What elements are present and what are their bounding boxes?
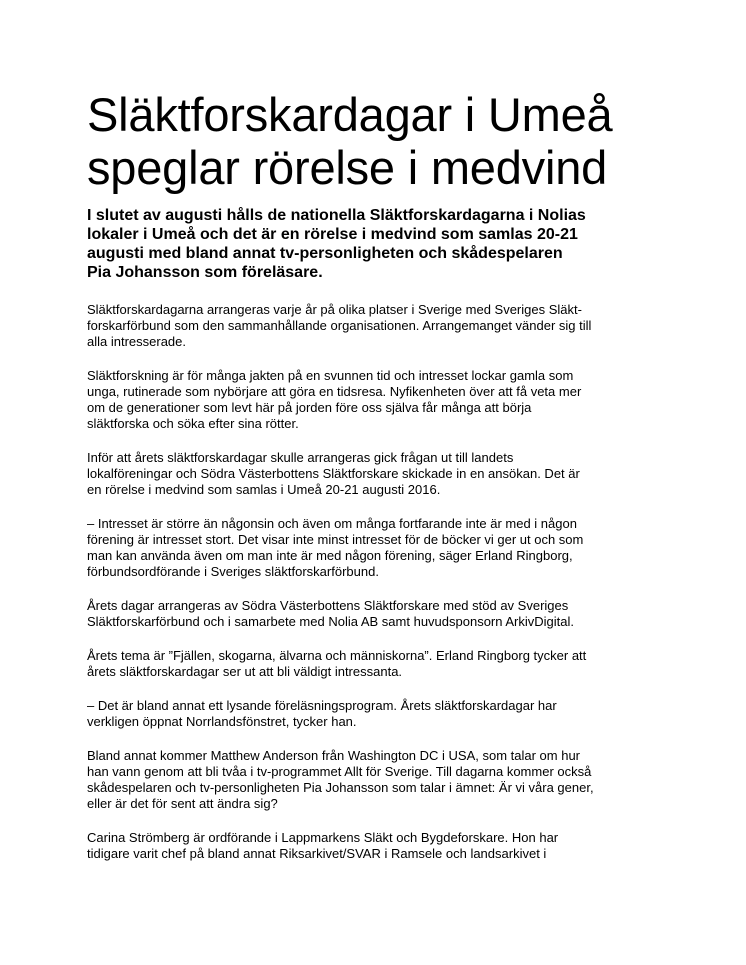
paragraph-line: unga, rutinerade som nybörjare att göra en tidsresa. Nyfikenheten över att få veta mer [87,384,582,399]
paragraph-line: man kan använda även om man inte är med någon förening, säger Erland Ringborg, [87,548,573,563]
body-paragraph [87,368,667,432]
paragraph-line: förening är intresset stort. Det visar inte minst intresset för de böcker vi ger ut och som [87,532,584,547]
paragraph-line: Årets dagar arrangeras av Södra Västerbottens Släktforskare med stöd av Sveriges [87,598,569,613]
lead-line: lokaler i Umeå och det är en rörelse i medvind som samlas 20-21 [87,226,578,243]
title-line: Släktforskardagar i Umeå [87,88,613,141]
paragraph-line: förbundsordförande i Sveriges släktforskarförbund. [87,564,379,579]
paragraph-line: en rörelse i medvind som samlas i Umeå 20-21 augusti 2016. [87,482,441,497]
paragraph-line: eller är det för sent att ändra sig? [87,796,278,811]
paragraph-line: Carina Strömberg är ordförande i Lappmarkens Släkt och Bygdeforskare. Hon har [87,830,559,845]
article-title [87,88,667,194]
paragraph-line: Inför att årets släktforskardagar skulle arrangeras gick frågan ut till landets [87,450,514,465]
body-paragraph [87,516,667,580]
body-paragraph [87,698,667,730]
paragraph-line: verkligen öppnat Norrlandsfönstret, tycker han. [87,714,357,729]
paragraph-line: forskarförbund som den sammanhållande organisationen. Arrangemanget vänder sig till [87,318,592,333]
body-paragraph [87,450,667,498]
paragraph-line: Årets tema är ”Fjällen, skogarna, älvarna och människorna”. Erland Ringborg tycker att [87,648,587,663]
paragraph-line: släktforska och söka efter sina rötter. [87,416,299,431]
paragraph-line: årets släktforskardagar ser ut att bli väldigt intressanta. [87,664,403,679]
paragraph-line: Bland annat kommer Matthew Anderson från Washington DC i USA, som talar om hur [87,748,581,763]
title-line: speglar rörelse i medvind [87,141,608,194]
paragraph-line: – Intresset är större än någonsin och även om många fortfarande inte är med i någon [87,516,577,531]
body-paragraph [87,830,667,862]
paragraph-line: skådespelaren och tv-personligheten Pia Johansson som talar i ämnet: Är vi våra gener, [87,780,594,795]
article-lead [87,206,667,282]
lead-line: I slutet av augusti hålls de nationella Släktforskardagarna i Nolias [87,207,586,224]
paragraph-line: Släktforskarförbund och i samarbete med Nolia AB samt huvudsponsorn ArkivDigital. [87,614,575,629]
paragraph-line: – Det är bland annat ett lysande föreläsningsprogram. Årets släktforskardagar har [87,698,557,713]
lead-line: augusti med bland annat tv-personligheten och skådespelaren [87,245,563,262]
paragraph-line: alla intresserade. [87,334,186,349]
document-page [87,88,667,862]
body-paragraph [87,598,667,630]
paragraph-line: han vann genom att bli tvåa i tv-programmet Allt för Sverige. Till dagarna kommer också [87,764,592,779]
body-paragraph [87,302,667,350]
paragraph-line: tidigare varit chef på bland annat Riksarkivet/SVAR i Ramsele och landsarkivet i [87,846,547,861]
paragraph-line: Släktforskardagarna arrangeras varje år på olika platser i Sverige med Sveriges Släkt- [87,302,582,317]
body-paragraph [87,648,667,680]
body-paragraph [87,748,667,812]
paragraph-line: om de generationer som levt här på jorden före oss själva får många att börja [87,400,532,415]
paragraph-line: lokalföreningar och Södra Västerbottens Släktforskare skickade in en ansökan. Det är [87,466,580,481]
paragraph-line: Släktforskning är för många jakten på en svunnen tid och intresset lockar gamla som [87,368,574,383]
lead-line: Pia Johansson som föreläsare. [87,264,323,281]
